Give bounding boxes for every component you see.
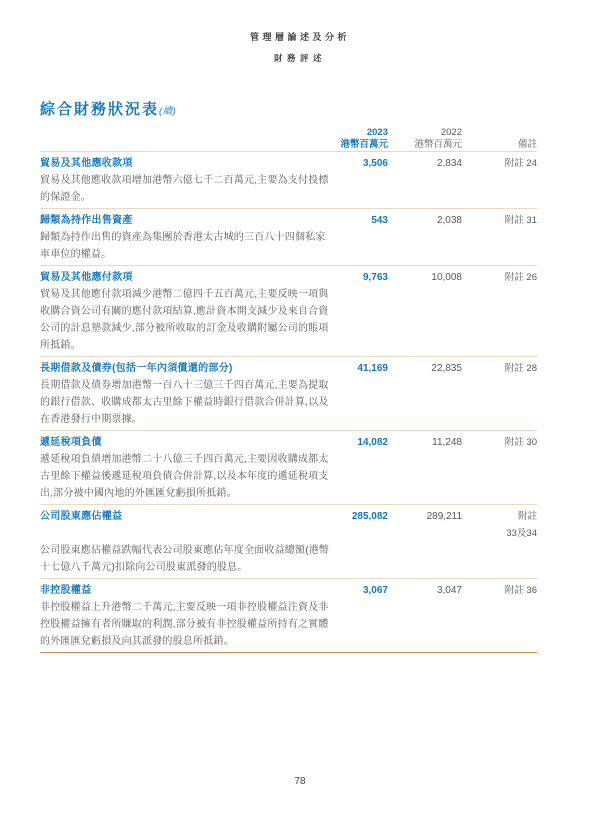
row-value-2022: 11,248: [432, 437, 462, 448]
column-header-2023: [308, 127, 388, 151]
row-value-2023: 543: [371, 215, 388, 226]
row-note: 附註 31: [504, 215, 537, 226]
table-title-text: 綜合財務狀況表: [40, 101, 160, 118]
row-note: 附註 28: [504, 363, 537, 374]
row-note: 附註 24: [504, 158, 537, 169]
column-year-2022: 2022: [440, 127, 462, 138]
page-number: 78: [294, 776, 306, 787]
table-row: [40, 431, 537, 504]
page-header: [0, 30, 600, 64]
row-value-2023: 14,082: [357, 437, 388, 448]
section-title: 管理層論述及分析: [249, 32, 350, 42]
table-row: [40, 266, 537, 356]
row-value-2022: 10,008: [431, 272, 462, 283]
row-note: 附註 30: [504, 437, 537, 448]
table-title: [40, 102, 537, 120]
row-value-2022: 2,038: [436, 215, 462, 226]
table-row: [40, 579, 537, 652]
row-label: 非控股權益: [40, 585, 92, 596]
table-row: [40, 505, 537, 578]
column-unit-2023: 港幣百萬元: [340, 139, 388, 150]
row-value-2023: 3,506: [362, 158, 388, 169]
table-bottom-divider: [40, 652, 537, 653]
row-description: 公司股東應佔權益跌幅代表公司股東應佔年度全面收益總額(港幣十七億八千萬元)扣除向公司股東派發的股息。: [40, 545, 330, 573]
row-value-2022: 2,834: [436, 158, 462, 169]
row-note: 附註 36: [504, 585, 537, 596]
row-description: 遞延稅項負債增加港幣二十八億三千四百萬元,主要因收購成都太古里餘下權益後遞延稅項負債合併計算,以及本年度的遞延稅項支出,部分被中國內地的外匯匯兌虧損所抵銷。: [40, 454, 329, 499]
row-description: 貿易及其他應收款項增加港幣六億七千二百萬元,主要為支付投標的保證金。: [40, 175, 329, 203]
table-row: [40, 209, 537, 265]
column-year-2023: 2023: [366, 127, 388, 138]
table-row: [40, 152, 537, 208]
row-value-2022: 289,211: [426, 511, 462, 522]
row-value-2022: 3,047: [436, 585, 462, 596]
column-unit-2022: 港幣百萬元: [414, 139, 462, 150]
row-label: 長期借款及債券(包括一年內須償還的部分): [40, 363, 233, 374]
column-header-2022: [388, 127, 462, 151]
row-value-2022: 22,835: [431, 363, 462, 374]
row-value-2023: 41,169: [357, 363, 388, 374]
row-value-2023: 285,082: [351, 511, 388, 522]
row-description: 歸類為持作出售的資產為集團於香港太古城的三百八十四個私家車車位的權益。: [40, 232, 326, 260]
table-column-headers: [40, 127, 537, 151]
row-label: 遞延稅項負債: [40, 437, 102, 448]
row-value-2023: 9,763: [362, 272, 388, 283]
row-description: 長期借款及債券增加港幣一百八十三億三千四百萬元,主要為提取的銀行借款、收購成都太古里餘下權益時銀行借款合併計算,以及在香港發行中期票據。: [40, 380, 329, 425]
row-value-2023: 3,067: [362, 585, 388, 596]
row-label: 公司股東應佔權益: [40, 511, 123, 522]
row-note: 附註 33及34: [506, 511, 537, 539]
table-title-continued: (續): [159, 106, 177, 117]
row-label: 貿易及其他應付款項: [40, 272, 133, 283]
section-subtitle: 財務評述: [273, 53, 326, 63]
column-header-notes: 備註: [517, 139, 537, 150]
table-row: [40, 357, 537, 430]
row-label: 歸類為持作出售資產: [40, 215, 133, 226]
row-label: 貿易及其他應收款項: [40, 158, 133, 169]
row-description: 非控股權益上升港幣二千萬元,主要反映一項非控股權益注資及非控股權益擁有者所賺取的利潤,部分被有非控股權益所持有之實體的外匯匯兌虧損及向其派發的股息所抵銷。: [40, 602, 329, 647]
main-content: [40, 102, 537, 653]
row-note: 附註 26: [504, 272, 537, 283]
row-description: 貿易及其他應付款項減少港幣二億四千五百萬元,主要反映一項與收購合資公司有關的應付款項結算,應計資本開支減少及來自合資公司的計息墊款減少,部分被所收取的訂金及收購附屬公司的賬項所抵銷。: [40, 289, 329, 351]
